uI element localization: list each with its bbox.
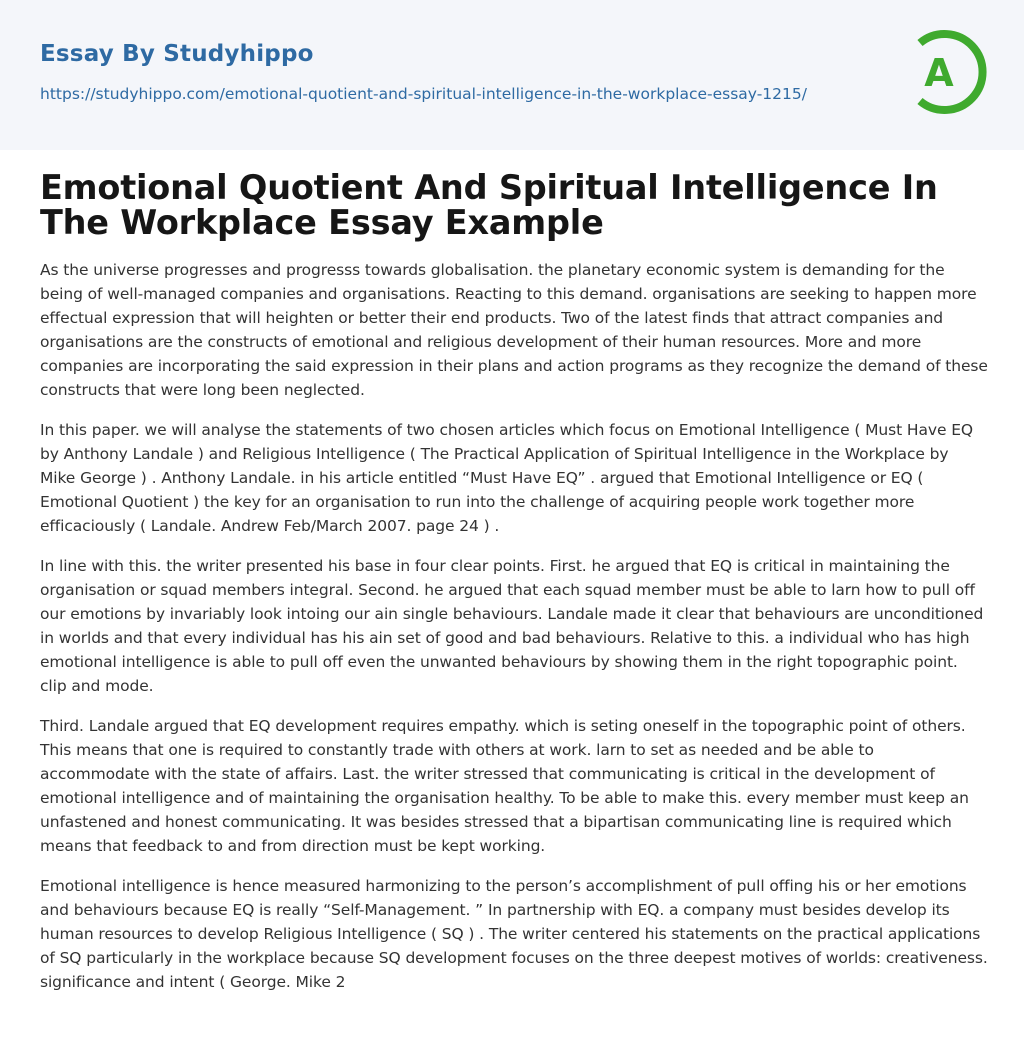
essay-title: Emotional Quotient And Spiritual Intelligence In The Workplace Essay Example: [40, 168, 938, 242]
site-title-link[interactable]: Essay By Studyhippo: [40, 41, 314, 67]
studyhippo-logo-icon[interactable]: [908, 28, 988, 116]
source-url-link[interactable]: https://studyhippo.com/emotional-quotient-and-spiritual-intelligence-in-the-workplace-essay-1215/: [40, 85, 807, 103]
essay-paragraph-4: Third. Landale argued that EQ development requires empathy. which is seting oneself in the topographic point of others. This means that one is required to constantly trade with others at work. larn to set as needed and be able to accommodate with the state of affairs. Last. the writer stressed that communicating is critical in the development of emotional intelligence and of maintaining the organisation healthy. To be able to make this. every member must keep an unfastened and honest communicating. It was besides stressed that a bipartisan communicating line is required which means that feedback to and from direction must be kept working.: [40, 717, 969, 855]
article-content: [40, 170, 988, 1010]
page-header: [0, 0, 1024, 150]
essay-paragraph-2: In this paper. we will analyse the statements of two chosen articles which focus on Emotional Intelligence ( Must Have EQ by Anthony Landale ) and Religious Intelligence ( The Practical Application of Spiritual Intelligence in the Workplace by Mike George ) . Anthony Landale. in his article entitled “Must Have EQ” . argued that Emotional Intelligence or EQ ( Emotional Quotient ) the key for an organisation to run into the challenge of acquiring people work together more efficaciously ( Landale. Andrew Feb/March 2007. page 24 ) .: [40, 421, 974, 535]
essay-paragraph-3: In line with this. the writer presented his base in four clear points. First. he argued that EQ is critical in maintaining the organisation or squad members integral. Second. he argued that each squad member must be able to larn how to pull off our emotions by invariably look intoing our ain single behaviours. Landale made it clear that behaviours are unconditioned in worlds and that every individual has his ain set of good and bad behaviours. Relative to this. a individual who has high emotional intelligence is able to pull off even the unwanted behaviours by showing them in the right topographic point. clip and mode.: [40, 557, 984, 695]
essay-paragraph-1: As the universe progresses and progresss towards globalisation. the planetary economic system is demanding for the being of well-managed companies and organisations. Reacting to this demand. organisations are seeking to happen more effectual expression that will heighten or better their end products. Two of the latest finds that attract companies and organisations are the constructs of emotional and religious development of their human resources. More and more companies are incorporating the said expression in their plans and action programs as they recognize the demand of these constructs that were long been neglected.: [40, 261, 988, 399]
essay-paragraph-5: Emotional intelligence is hence measured harmonizing to the person’s accomplishment of pull offing his or her emotions and behaviours because EQ is really “Self-Management. ” In partnership with EQ. a company must besides develop its human resources to develop Religious Intelligence ( SQ ) . The writer centered his statements on the practical applications of SQ particularly in the workplace because SQ development focuses on the three deepest motives of worlds: creativeness. significance and intent ( George. Mike 2: [40, 877, 988, 991]
logo-letter: A: [924, 51, 954, 95]
